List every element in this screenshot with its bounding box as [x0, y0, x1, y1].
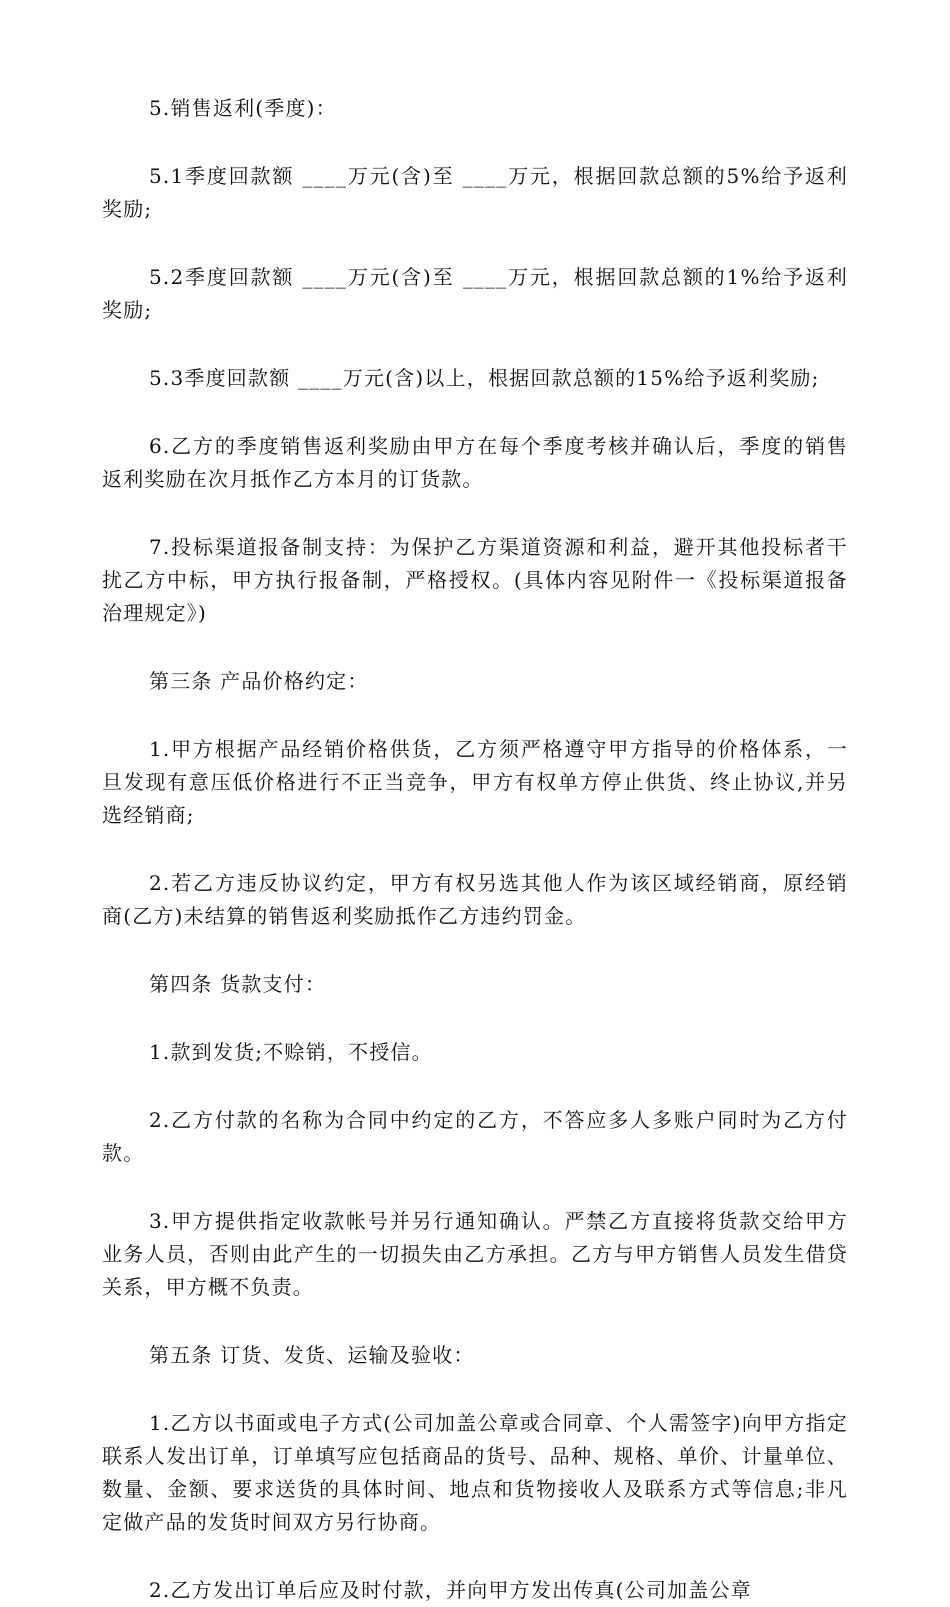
- paragraph-article-3-item-1: 1.甲方根据产品经销价格供货，乙方须严格遵守甲方指导的价格体系，一旦发现有意压低价格进行不正当竞争，甲方有权单方停止供货、终止协议,并另选经销商;: [102, 737, 848, 827]
- paragraph-article-3-item-2: 2.若乙方违反协议约定，甲方有权另选其他人作为该区域经销商，原经销商(乙方)未结算的销售返利奖励抵作乙方违约罚金。: [102, 871, 848, 928]
- paragraph-rebate-heading: 5.销售返利(季度)：: [149, 96, 337, 120]
- paragraph-article-5-item-1: 1.乙方以书面或电子方式(公司加盖公章或合同章、个人需签字)向甲方指定联系人发出订单，订单填写应包括商品的货号、品种、规格、单价、计量单位、数量、金额、要求送货的具体时间、地点和货物接收人及联系方式等信息;非凡定做产品的发货时间双方另行协商。: [102, 1411, 848, 1534]
- paragraph-rebate-5-2: 5.2季度回款额 ____万元(含)至 ____万元，根据回款总额的1%给予返利奖励;: [102, 265, 848, 322]
- paragraph-rebate-5-1: 5.1季度回款额 ____万元(含)至 ____万元，根据回款总额的5%给予返利奖励;: [102, 164, 848, 221]
- paragraph-rebate-5-3: 5.3季度回款额 ____万元(含)以上，根据回款总额的15%给予返利奖励;: [149, 366, 820, 390]
- section-heading-article-4: 第四条 货款支付：: [149, 972, 327, 996]
- paragraph-item-6: 6.乙方的季度销售返利奖励由甲方在每个季度考核并确认后，季度的销售返利奖励在次月抵作乙方本月的订货款。: [102, 434, 848, 491]
- paragraph-article-4-item-2: 2.乙方付款的名称为合同中约定的乙方，不答应多人多账户同时为乙方付款。: [102, 1108, 848, 1165]
- paragraph-article-4-item-1: 1.款到发货;不赊销，不授信。: [149, 1040, 433, 1064]
- paragraph-article-4-item-3: 3.甲方提供指定收款帐号并另行通知确认。严禁乙方直接将货款交给甲方业务人员，否则由此产生的一切损失由乙方承担。乙方与甲方销售人员发生借贷关系，甲方概不负责。: [102, 1209, 848, 1299]
- paragraph-article-5-item-2: 2.乙方发出订单后应及时付款，并向甲方发出传真(公司加盖公章: [149, 1578, 752, 1602]
- section-heading-article-5: 第五条 订货、发货、运输及验收：: [149, 1343, 475, 1367]
- paragraph-item-7: 7.投标渠道报备制支持：为保护乙方渠道资源和利益，避开其他投标者干扰乙方中标，甲方执行报备制，严格授权。(具体内容见附件一《投标渠道报备治理规定》): [102, 535, 848, 625]
- section-heading-article-3: 第三条 产品价格约定：: [149, 669, 369, 693]
